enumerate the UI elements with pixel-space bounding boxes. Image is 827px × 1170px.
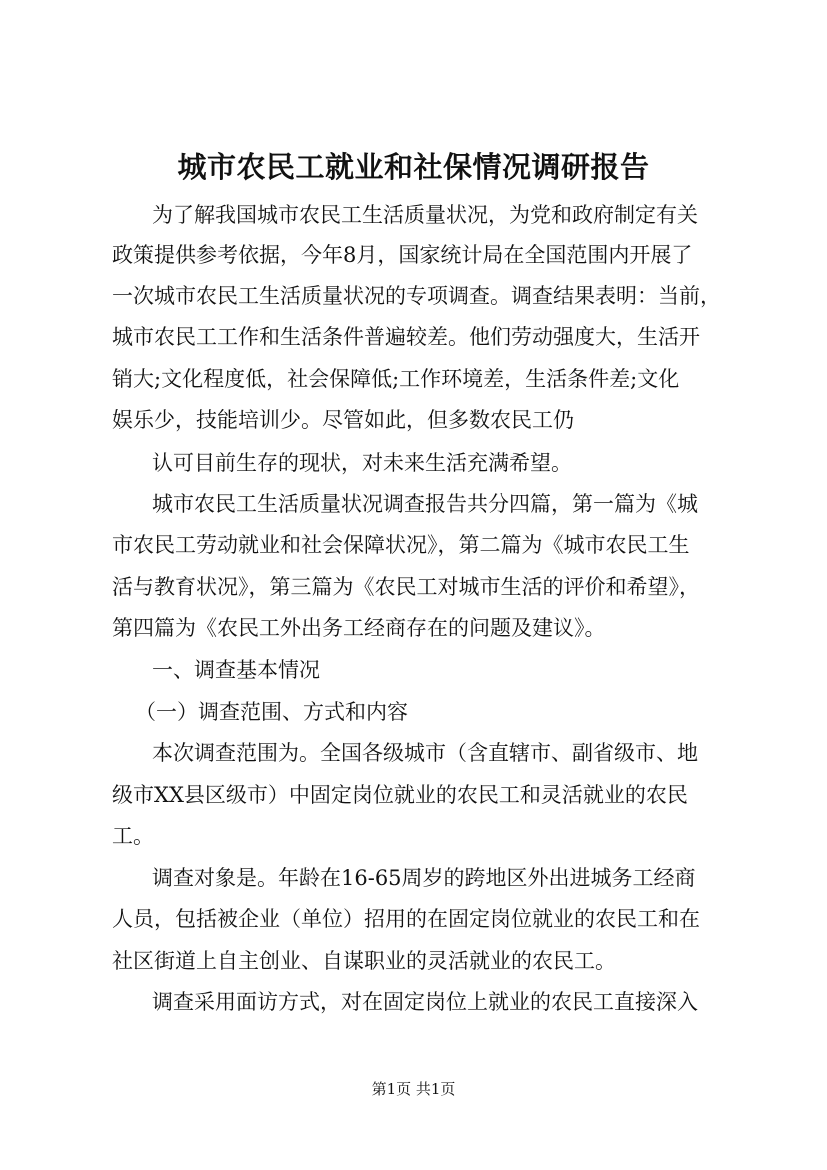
paragraph-line: 认可目前生存的现状，对未来生活充满希望。 xyxy=(152,451,572,475)
paragraph-line: 销大;文化程度低，社会保障低;工作环境差，生活条件差;文化 xyxy=(112,367,680,391)
paragraph-line: 第四篇为《农民工外出务工经商存在的问题及建议》。 xyxy=(112,616,606,640)
section-heading: 一、调查基本情况 xyxy=(152,658,320,682)
paragraph-line: 娱乐少，技能培训少。尽管如此，但多数农民工仍 xyxy=(112,408,574,432)
paragraph-line: 人员，包括被企业（单位）招用的在固定岗位就业的农民工和在 xyxy=(112,907,700,931)
paragraph-line: 本次调查范围为。全国各级城市（含直辖市、副省级市、地 xyxy=(152,741,698,765)
paragraph-line: 活与教育状况》，第三篇为《农民工对城市生活的评价和希望》， xyxy=(112,575,700,599)
paragraph-line: 社区街道上自主创业、自谋职业的灵活就业的农民工。 xyxy=(112,949,616,973)
paragraph-line: 调查对象是。年龄在16-65周岁的跨地区外出进城务工经商 xyxy=(152,866,696,890)
page-number: 第1页 共1页 xyxy=(371,1080,456,1098)
paragraph-line: 级市XX县区级市）中固定岗位就业的农民工和灵活就业的农民 xyxy=(112,783,688,807)
subsection-heading: （一）调查范围、方式和内容 xyxy=(135,700,408,724)
document-title: 城市农民工就业和社保情况调研报告 xyxy=(177,150,650,184)
paragraph-line: 调查采用面访方式，对在固定岗位上就业的农民工直接深入 xyxy=(152,990,698,1014)
paragraph-line: 一次城市农民工生活质量状况的专项调查。调查结果表明：当前， xyxy=(112,284,721,308)
paragraph-line: 城市农民工生活质量状况调查报告共分四篇，第一篇为《城 xyxy=(152,492,698,516)
paragraph-line: 城市农民工工作和生活条件普遍较差。他们劳动强度大，生活开 xyxy=(112,325,700,349)
paragraph-line: 市农民工劳动就业和社会保障状况》，第二篇为《城市农民工生 xyxy=(112,533,690,557)
paragraph-line: 工。 xyxy=(112,824,154,848)
paragraph-line: 为了解我国城市农民工生活质量状况，为党和政府制定有关 xyxy=(152,203,698,227)
paragraph-line: 政策提供参考依据，今年8月，国家统计局在全国范围内开展了 xyxy=(112,243,693,267)
